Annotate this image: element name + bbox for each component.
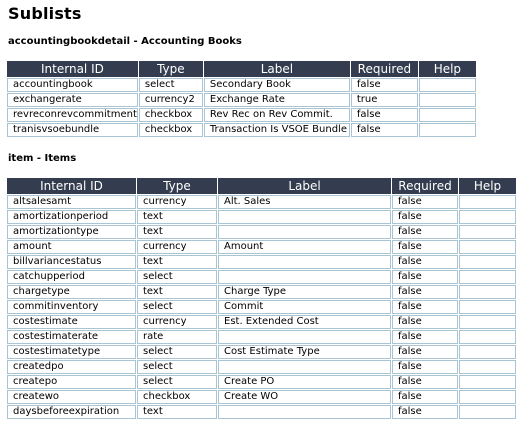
table-row — [7, 225, 516, 239]
cell-label: Rev Rec on Rev Commit. — [204, 108, 350, 122]
cell-label: Amount — [218, 240, 391, 254]
table-row — [7, 360, 516, 374]
table-row — [7, 300, 516, 314]
table-row — [7, 210, 516, 224]
cell-label — [218, 360, 391, 374]
cell-type: select — [137, 300, 217, 314]
cell-required: false — [392, 255, 458, 269]
cell-type: select — [137, 375, 217, 389]
cell-type: currency2 — [139, 93, 203, 107]
cell-type: select — [137, 360, 217, 374]
cell-internal-id: chargetype — [7, 285, 136, 299]
cell-label: Create WO — [218, 390, 391, 404]
cell-type: checkbox — [139, 108, 203, 122]
cell-internal-id: amount — [7, 240, 136, 254]
table-row — [7, 405, 516, 419]
cell-label — [218, 270, 391, 284]
cell-type: currency — [137, 240, 217, 254]
cell-label — [218, 405, 391, 419]
header-help: Help — [459, 178, 516, 194]
header-internal-id: Internal ID — [7, 178, 136, 194]
cell-label: Secondary Book — [204, 78, 350, 92]
cell-type: select — [137, 345, 217, 359]
header-type: Type — [137, 178, 217, 194]
cell-type: select — [137, 270, 217, 284]
header-label: Label — [218, 178, 391, 194]
cell-label — [218, 255, 391, 269]
cell-required: false — [392, 315, 458, 329]
cell-help — [459, 225, 516, 239]
cell-help — [459, 195, 516, 209]
table-row — [7, 345, 516, 359]
cell-required: false — [392, 210, 458, 224]
cell-label: Est. Extended Cost — [218, 315, 391, 329]
cell-type: checkbox — [139, 123, 203, 137]
cell-help — [459, 360, 516, 374]
cell-required: false — [392, 240, 458, 254]
page-title: Sublists — [8, 4, 82, 23]
accounting-books-table — [6, 60, 477, 138]
cell-type: text — [137, 225, 217, 239]
cell-required: false — [351, 123, 418, 137]
cell-label — [218, 225, 391, 239]
cell-required: false — [392, 225, 458, 239]
table-row — [7, 78, 476, 92]
cell-help — [419, 93, 476, 107]
cell-internal-id: daysbeforeexpiration — [7, 405, 136, 419]
cell-internal-id: createwo — [7, 390, 136, 404]
cell-internal-id: costestimatetype — [7, 345, 136, 359]
table-row — [7, 123, 476, 137]
table-row — [7, 330, 516, 344]
cell-label: Transaction Is VSOE Bundle — [204, 123, 350, 137]
cell-internal-id: accountingbook — [7, 78, 138, 92]
table-row — [7, 285, 516, 299]
cell-internal-id: altsalesamt — [7, 195, 136, 209]
cell-internal-id: costestimaterate — [7, 330, 136, 344]
cell-help — [459, 315, 516, 329]
cell-help — [419, 108, 476, 122]
cell-help — [459, 345, 516, 359]
cell-label — [218, 210, 391, 224]
cell-type: checkbox — [137, 390, 217, 404]
table-row — [7, 270, 516, 284]
cell-required: false — [392, 405, 458, 419]
cell-help — [459, 390, 516, 404]
cell-required: false — [392, 345, 458, 359]
cell-internal-id: amortizationtype — [7, 225, 136, 239]
cell-help — [459, 270, 516, 284]
section-title-item: item - Items — [8, 153, 77, 164]
cell-type: rate — [137, 330, 217, 344]
cell-help — [459, 285, 516, 299]
section-title-accountingbookdetail: accountingbookdetail - Accounting Books — [8, 36, 242, 47]
table-row — [7, 255, 516, 269]
cell-required: false — [392, 195, 458, 209]
cell-internal-id: exchangerate — [7, 93, 138, 107]
table-row — [7, 375, 516, 389]
cell-help — [459, 330, 516, 344]
table-row — [7, 93, 476, 107]
cell-internal-id: createpo — [7, 375, 136, 389]
table-row — [7, 108, 476, 122]
header-required: Required — [351, 61, 418, 77]
cell-required: false — [392, 360, 458, 374]
cell-type: text — [137, 210, 217, 224]
cell-label: Exchange Rate — [204, 93, 350, 107]
cell-help — [459, 405, 516, 419]
table-row — [7, 315, 516, 329]
cell-help — [419, 123, 476, 137]
cell-label: Charge Type — [218, 285, 391, 299]
cell-help — [459, 210, 516, 224]
cell-label: Create PO — [218, 375, 391, 389]
cell-required: false — [392, 330, 458, 344]
table-row — [7, 390, 516, 404]
cell-required: false — [392, 285, 458, 299]
cell-required: false — [392, 270, 458, 284]
cell-label: Commit — [218, 300, 391, 314]
cell-type: currency — [137, 315, 217, 329]
cell-type: currency — [137, 195, 217, 209]
header-label: Label — [204, 61, 350, 77]
cell-required: false — [392, 300, 458, 314]
cell-label — [218, 330, 391, 344]
cell-internal-id: costestimate — [7, 315, 136, 329]
cell-required: true — [351, 93, 418, 107]
cell-internal-id: catchupperiod — [7, 270, 136, 284]
cell-help — [459, 255, 516, 269]
table-header-row — [7, 178, 516, 194]
cell-type: text — [137, 255, 217, 269]
cell-label: Alt. Sales — [218, 195, 391, 209]
items-table — [6, 177, 517, 420]
cell-type: text — [137, 285, 217, 299]
cell-required: false — [392, 390, 458, 404]
table-header-row — [7, 61, 476, 77]
table-row — [7, 240, 516, 254]
cell-type: select — [139, 78, 203, 92]
cell-required: false — [351, 108, 418, 122]
cell-label: Cost Estimate Type — [218, 345, 391, 359]
table-row — [7, 195, 516, 209]
cell-required: false — [351, 78, 418, 92]
cell-help — [459, 300, 516, 314]
header-help: Help — [419, 61, 476, 77]
cell-internal-id: revreconrevcommitment — [7, 108, 138, 122]
header-required: Required — [392, 178, 458, 194]
cell-internal-id: tranisvsoebundle — [7, 123, 138, 137]
cell-type: text — [137, 405, 217, 419]
header-internal-id: Internal ID — [7, 61, 138, 77]
cell-internal-id: commitinventory — [7, 300, 136, 314]
cell-internal-id: billvariancestatus — [7, 255, 136, 269]
cell-help — [459, 240, 516, 254]
cell-help — [419, 78, 476, 92]
header-type: Type — [139, 61, 203, 77]
cell-internal-id: amortizationperiod — [7, 210, 136, 224]
cell-help — [459, 375, 516, 389]
cell-internal-id: createdpo — [7, 360, 136, 374]
cell-required: false — [392, 375, 458, 389]
